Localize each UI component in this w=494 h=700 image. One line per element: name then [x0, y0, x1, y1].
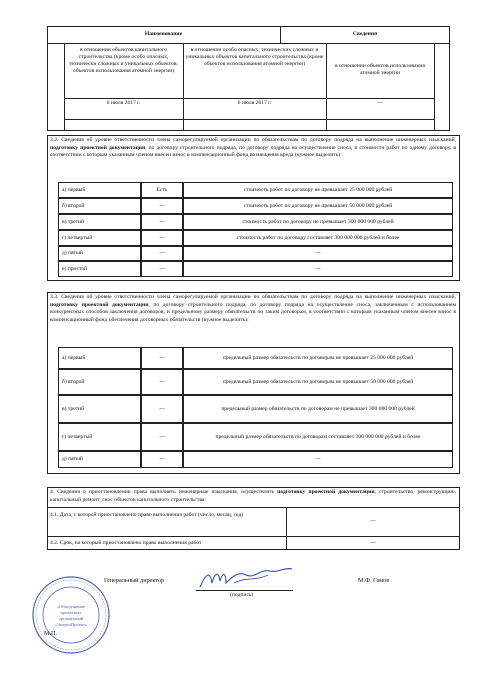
- s33-mark-3: ---: [141, 395, 183, 423]
- s33-level-3: в) третий: [58, 395, 141, 423]
- s33-desc-1: предельный размер обязательств по договорам не превышает 25 000 000 рублей: [183, 347, 453, 369]
- s33-desc-2: предельный размер обязательств по договорам не превышает 50 000 000 рублей: [183, 369, 453, 395]
- s33-mark-4: ---: [141, 423, 183, 451]
- s33-desc-4: предельный размер обязательств по договорам составляет 300 000 000 рублей и более: [183, 423, 453, 451]
- s33-level-5: д) пятый: [58, 451, 141, 468]
- signatory-position: Генеральный директор: [104, 577, 165, 584]
- stamp-mp-label: М.П.: [44, 630, 58, 637]
- header-name: Наименование: [144, 31, 183, 37]
- top-date-2: 6 июля 2017 г.: [237, 100, 272, 106]
- s32-desc-6: ---: [183, 261, 453, 277]
- svg-text:организаций: организаций: [58, 616, 84, 621]
- svg-text:«Объединение: «Объединение: [56, 604, 86, 609]
- s32-mark-3: ---: [141, 214, 183, 230]
- s33-mark-5: ---: [141, 451, 183, 468]
- s32-desc-3: стоимость работ по договору не превышает 300 000 000 рублей: [183, 214, 453, 230]
- section-3-2-text: 3.2. Сведения об уровне ответственности члена саморегулируемой организации по обязательствам по договору подряда на выполнение инженерных изысканий, подготовку проектной документации, по договору строительного подряда, по договору подряда на осуществление сноса, и стоимости работ по одному договору, в соответствии с которым указанным членом внесен взнос в компенсационный фонд возмещения вреда (нужное выделить):: [50, 137, 456, 159]
- s32-desc-5: ---: [183, 246, 453, 261]
- signatory-name: М.Ф. Гамов: [358, 577, 390, 584]
- top-date-3: ---: [377, 100, 383, 106]
- section-4-text: 4. Сведения о приостановлении права выполнять инженерные изыскания, осуществлять подготовку проектной документации, строительство, реконструкцию, капитальный ремонт, снос объектов капитального строительства:: [50, 489, 456, 503]
- s32-mark-1: Есть: [141, 182, 183, 198]
- s32-desc-4: стоимость работ по договору составляет 300 000 000 рублей и более: [183, 230, 453, 246]
- s33-desc-3: предельный размер обязательств по договорам не превышает 300 000 000 рублей: [183, 395, 453, 423]
- s32-desc-2: стоимость работ по договору не превышает 50 000 000 рублей: [183, 198, 453, 214]
- header-info: Сведения: [352, 31, 378, 37]
- section-4-1-label: 4.1. Дата, с которой приостановлено право выполнения работ (число, месяц, год): [50, 512, 244, 518]
- section-4-2-label: 4.2. Срок, на который приостановлено право выполнения работ: [50, 540, 202, 546]
- s33-desc-5: ---: [183, 451, 453, 468]
- top-cell-capital: в отношении объектов капитального строительства (кроме особо опасных, технически сложных и уникальных объектов, объектов использования атомной энергии): [69, 47, 178, 74]
- section-3-3-text: 3.3. Сведения об уровне ответственности члена саморегулируемой организации по обязательствам по договору подряда на выполнение инженерных изысканий, подготовку проектной документации, по договору строительного подряда, по договору подряда на осуществление сноса, заключенным с использованием конкурентных способов заключения договоров, и предельному размеру обязательств по таким договорам, в соответствии с которым указанным членом внесен взнос в компенсационный фонд обеспечения договорных обязательств (нужное выделить):: [50, 294, 456, 323]
- s33-mark-2: ---: [141, 369, 183, 395]
- s33-level-1: а) первый: [58, 347, 141, 369]
- s32-level-4: г) четвертый: [58, 230, 141, 246]
- s33-level-4: г) четвертый: [58, 423, 141, 451]
- svg-text:«ЭнергоПроект»: «ЭнергоПроект»: [54, 622, 88, 627]
- section-4-2-value: ---: [370, 540, 376, 546]
- s32-level-3: в) третий: [58, 214, 141, 230]
- signature-caption: (подпись): [230, 592, 254, 598]
- s33-mark-1: ---: [141, 347, 183, 369]
- top-cell-dangerous: в отношении особо опасных, технических сложных и уникальных объектов капитального строительства (кроме объектов использования атомной энергии): [185, 47, 324, 67]
- top-cell-atomic: в отношении объектов использования атомной энергии: [334, 63, 426, 76]
- s32-level-2: б) второй: [58, 198, 141, 214]
- s32-mark-4: ---: [141, 230, 183, 246]
- organization-stamp: [30, 574, 112, 656]
- s32-level-1: а) первый: [58, 182, 141, 198]
- s32-mark-2: ---: [141, 198, 183, 214]
- s32-mark-6: ---: [141, 261, 183, 277]
- svg-text:проектных: проектных: [60, 610, 82, 615]
- section-4-1-value: ---: [370, 518, 376, 524]
- s32-mark-5: ---: [141, 246, 183, 261]
- s33-level-2: б) второй: [58, 369, 141, 395]
- handwritten-signature: [196, 563, 296, 593]
- s32-level-6: е) простой: [58, 261, 141, 277]
- s32-desc-1: стоимость работ по договору не превышает 25 000 000 рублей: [183, 182, 453, 198]
- top-date-1: 6 июля 2017 г.: [106, 100, 141, 106]
- s32-level-5: д) пятый: [58, 246, 141, 261]
